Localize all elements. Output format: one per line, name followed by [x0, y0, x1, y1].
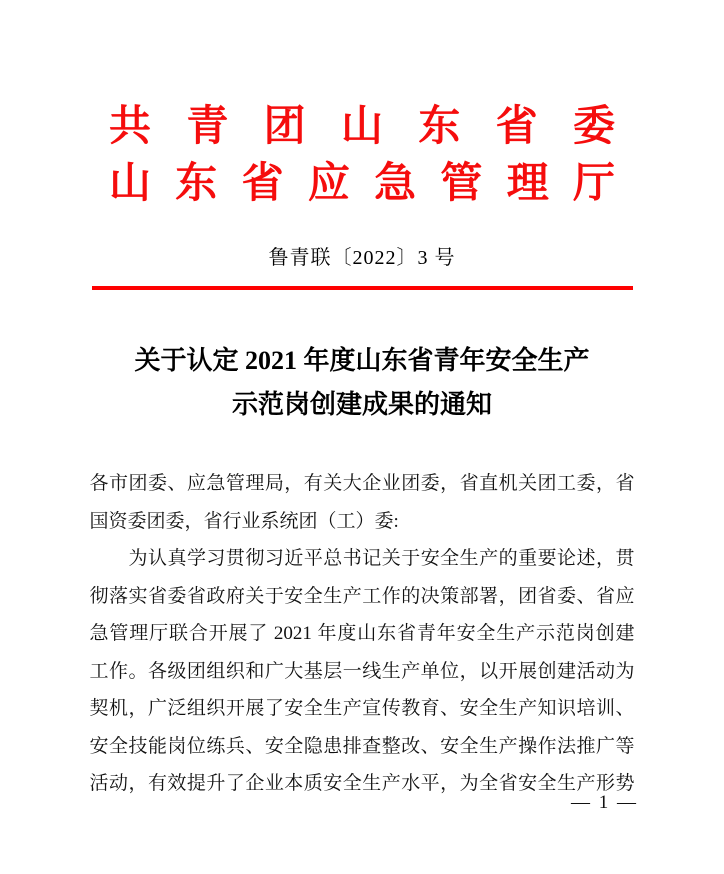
- document-reference-number: 鲁青联〔2022〕3 号: [268, 247, 456, 269]
- body-line: 安全技能岗位练兵、安全隐患排查整改、安全生产操作法推广等: [89, 735, 635, 757]
- body-line: 国资委团委，省行业系统团（工）委:: [89, 510, 399, 532]
- body-line: 活动，有效提升了企业本质安全生产水平，为全省安全生产形势: [89, 773, 635, 794]
- document-title-line-1: 关于认定 2021 年度山东省青年安全生产: [134, 346, 590, 375]
- body-line: 急管理厅联合开展了 2021 年度山东省青年安全生产示范岗创建: [89, 623, 635, 644]
- red-letterhead: [0, 0, 724, 211]
- issuer-line-2: 山 东 省 应 急 管 理 厅: [109, 158, 615, 207]
- body-line: 契机，广泛组织开展了安全生产宣传教育、安全生产知识培训、: [89, 698, 635, 719]
- body-line: 各市团委、应急管理局，有关大企业团委，省直机关团工委，省: [89, 473, 635, 494]
- body-line: 为认真学习贯彻习近平总书记关于安全生产的重要论述，贯: [128, 548, 635, 569]
- body-line: 彻落实省委省政府关于安全生产工作的决策部署，团省委、省应: [89, 585, 635, 607]
- page-number: — 1 —: [571, 792, 638, 813]
- document-body: [90, 465, 635, 803]
- document-title-line-2: 示范岗创建成果的通知: [231, 390, 492, 419]
- issuer-line-1: 共 青 团 山 东 省 委: [109, 101, 615, 150]
- document-title: [52, 339, 672, 427]
- body-line: 工作。各级团组织和广大基层一线生产单位，以开展创建活动为: [89, 660, 635, 682]
- red-divider-line: [92, 286, 633, 290]
